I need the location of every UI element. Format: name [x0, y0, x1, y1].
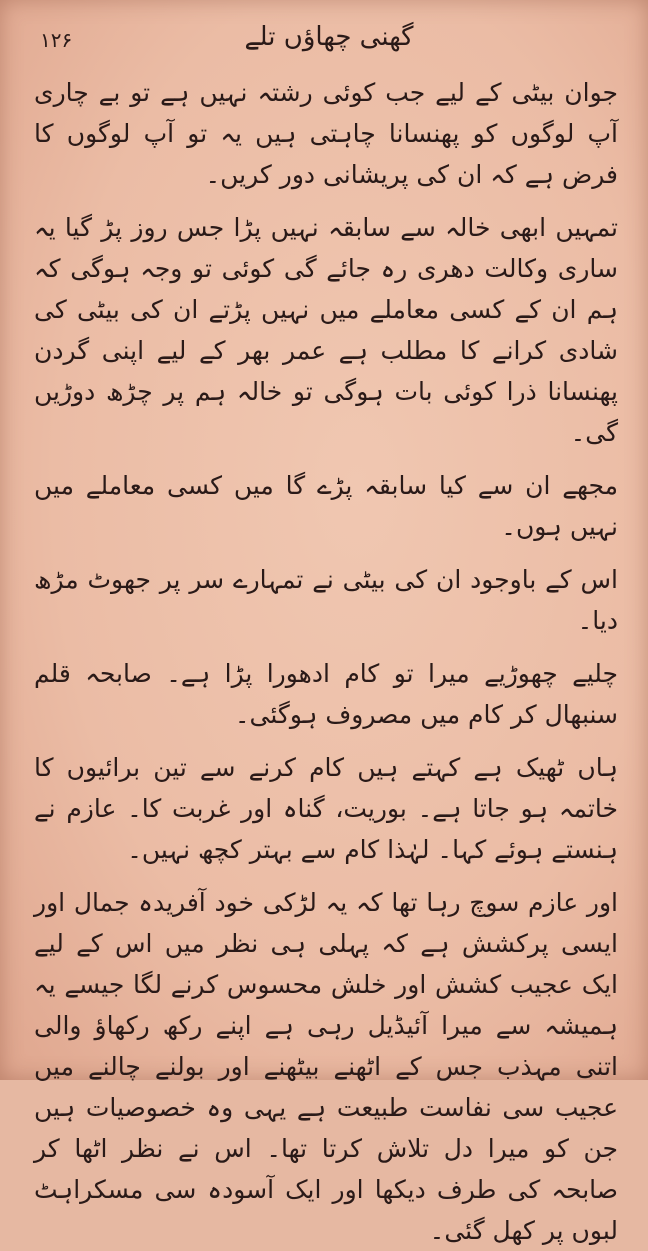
- paragraph: اس کے باوجود ان کی بیٹی نے تمہارے سر پر جھوٹ مڑھ دیا۔: [34, 565, 618, 635]
- paragraph: اور عازم سوچ رہا تھا کہ یہ لڑکی خود آفریدہ جمال اور ایسی پرکشش ہے کہ پہلی ہی نظر میں اس کے لیے ایک عجیب کشش اور خلش محسوس کرنے لگا جیسے یہ ہمیشہ سے میرا آئیڈیل رہی ہے اپنے رکھ رکھاؤ والی اتنی مہذب جس کے اٹھنے بیٹھنے اور بولنے چالنے میں عجیب سی نفاست طبیعت ہے یہی وہ خصوصیات ہیں جن کو میرا دل تلاش کرتا تھا۔ اس نے نظر اٹھا کر صابحہ کی طرف دیکھا اور ایک آسودہ سی مسکراہٹ لبوں پر کھل گئی۔: [34, 888, 618, 1245]
- paragraph: مجھے ان سے کیا سابقہ پڑے گا میں کسی معاملے میں نہیں ہوں۔: [34, 471, 618, 541]
- page-header: [40, 22, 618, 70]
- paragraph: جوان بیٹی کے لیے جب کوئی رشتہ نہیں ہے تو بے چاری آپ لوگوں کو پھنسانا چاہتی ہیں یہ تو آپ لوگوں کا فرض ہے کہ ان کی پریشانی دور کریں۔: [34, 78, 618, 189]
- running-title: گھنی چھاؤں تلے: [244, 22, 414, 52]
- page-body: [34, 72, 618, 1245]
- paragraph: چلیے چھوڑیے میرا تو کام ادھورا پڑا ہے۔ صابحہ قلم سنبھال کر کام میں مصروف ہوگئی۔: [34, 659, 618, 729]
- paragraph: تمہیں ابھی خالہ سے سابقہ نہیں پڑا جس روز پڑ گیا یہ ساری وکالت دھری رہ جائے گی کوئی تو وجہ ہوگی کہ ہم ان کے کسی معاملے میں نہیں پڑتے ان کی بیٹی کی شادی کرانے کا مطلب ہے عمر بھر کے لیے اپنی گردن پھنسانا ذرا کوئی بات ہوگی تو خالہ ہم پر چڑھ دوڑیں گی۔: [34, 213, 618, 447]
- paragraph: ہاں ٹھیک ہے کہتے ہیں کام کرنے سے تین برائیوں کا خاتمہ ہو جاتا ہے۔ بوریت، گناہ اور غربت کا۔ عازم نے ہنستے ہوئے کہا۔ لہٰذا کام سے بہتر کچھ نہیں۔: [34, 753, 618, 864]
- page-number: ۱۲۶: [40, 28, 73, 52]
